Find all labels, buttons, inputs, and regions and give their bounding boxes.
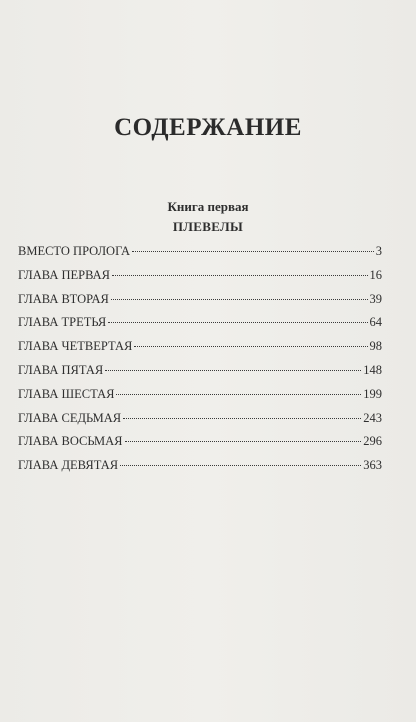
dot-leader [123, 418, 361, 419]
toc-entry-page: 148 [363, 362, 382, 377]
dot-leader [116, 394, 361, 395]
toc-entry-page: 16 [369, 267, 382, 282]
toc-entry [18, 434, 382, 458]
part-heading: ПЛЕВЕЛЫ [172, 219, 244, 234]
dot-leader [132, 251, 374, 252]
table-of-contents [18, 244, 382, 482]
toc-entry-page: 3 [375, 244, 382, 258]
toc-entry [18, 315, 382, 339]
toc-entry-label: ГЛАВА ПЯТАЯ [18, 362, 104, 377]
toc-entry [18, 292, 382, 316]
book-heading: Книга первая [167, 199, 249, 214]
toc-entry-page: 98 [369, 339, 382, 354]
dot-leader [111, 299, 368, 300]
dot-leader [112, 275, 367, 276]
toc-entry [18, 411, 382, 435]
toc-entry-label: ГЛАВА ЧЕТВЕРТАЯ [18, 339, 133, 354]
toc-entry-label: ГЛАВА ШЕСТАЯ [18, 386, 115, 401]
page-title: СОДЕРЖАНИЕ [114, 114, 302, 141]
toc-entry-label: ВМЕСТО ПРОЛОГА [18, 244, 130, 258]
toc-entry-label: ГЛАВА ТРЕТЬЯ [18, 315, 107, 330]
dot-leader [134, 346, 367, 347]
toc-entry-label: ГЛАВА ДЕВЯТАЯ [18, 458, 119, 473]
dot-leader [105, 370, 361, 371]
dot-leader [125, 441, 362, 442]
toc-entry-label: ГЛАВА ПЕРВАЯ [18, 267, 111, 282]
dot-leader [108, 322, 367, 323]
toc-entry [18, 363, 382, 387]
toc-entry-page: 199 [363, 386, 382, 401]
toc-entry [18, 268, 382, 292]
dot-leader [120, 465, 361, 466]
toc-entry-page: 39 [369, 291, 382, 306]
toc-entry-label: ГЛАВА ВОСЬМАЯ [18, 434, 123, 449]
toc-entry [18, 339, 382, 363]
toc-entry-page: 243 [363, 410, 382, 425]
toc-entry-label: ГЛАВА СЕДЬМАЯ [18, 410, 122, 425]
toc-entry [18, 458, 382, 482]
toc-entry-page: 64 [369, 315, 382, 330]
toc-entry [18, 244, 382, 268]
toc-entry-page: 363 [363, 458, 382, 473]
toc-entry-label: ГЛАВА ВТОРАЯ [18, 291, 109, 306]
toc-entry-page: 296 [363, 434, 382, 449]
toc-entry [18, 387, 382, 411]
